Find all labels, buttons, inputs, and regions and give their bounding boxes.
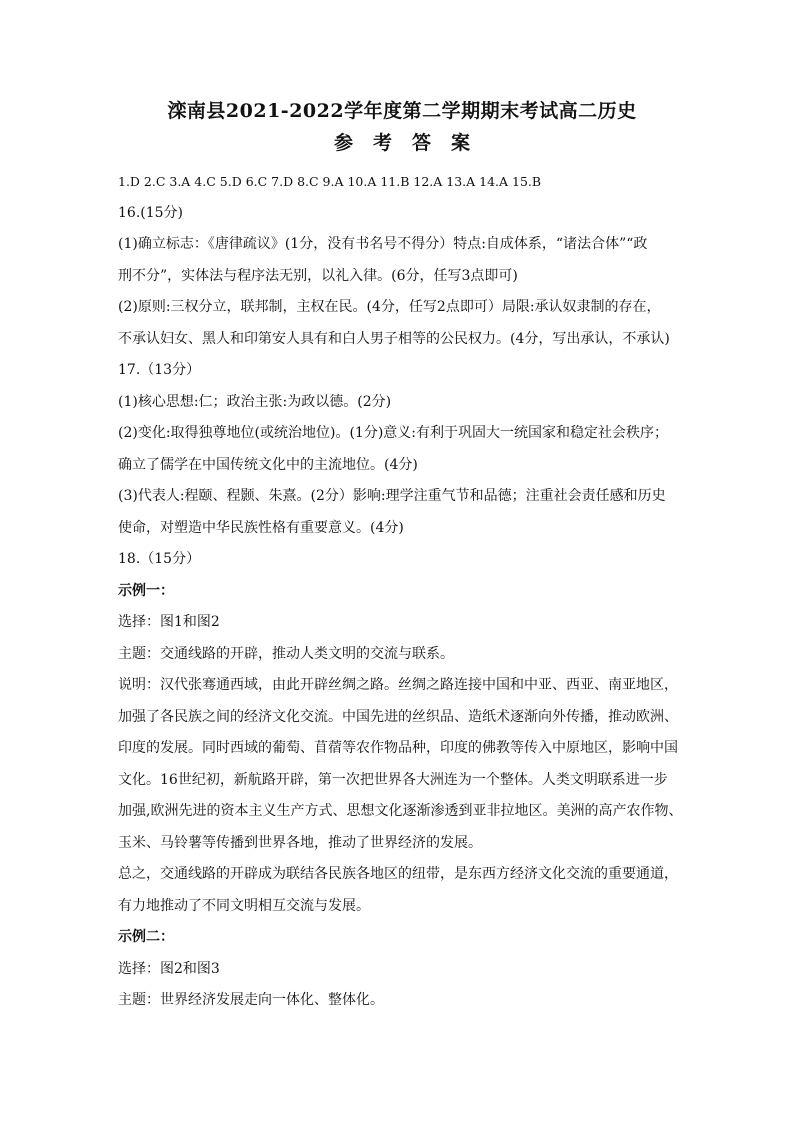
text-line: 选择：图1和图2: [118, 614, 220, 630]
text-line: 总之，交通线路的开辟成为联结各民族各地区的纽带，是东西方经济文化交流的重要通道，: [118, 866, 678, 882]
text-line: (3)代表人:程颐、程颢、朱熹。(2分）影响:理学注重气节和品德；注重社会责任感和历史: [118, 488, 666, 504]
text-line: 1.D 2.C 3.A 4.C 5.D 6.C 7.D 8.C 9.A 10.A 11.B 12.A 13.A 14.A 15.B: [118, 174, 542, 189]
text-line: 加强,欧洲先进的资本主义生产方式、思想文化逐渐渗透到亚非拉地区。美洲的高产农作物、: [118, 803, 683, 819]
text-line: 不承认妇女、黑人和印第安人具有和白人男子相等的公民权力。(4分，写出承认，不承认): [118, 330, 670, 347]
text-line: 使命，对塑造中华民族性格有重要意义。(4分): [118, 519, 404, 536]
document-body: [118, 166, 686, 1017]
text-line: 文化。16世纪初，新航路开辟，第一次把世界各大洲连为一个整体。人类文明联系进一步: [118, 771, 668, 788]
text-line: 16.(15分): [118, 204, 184, 221]
section-heading: 示例一：: [118, 582, 174, 599]
text-line: 18.（15分）: [118, 551, 201, 567]
text-line: (1)核心思想:仁；政治主张:为政以德。(2分): [118, 393, 392, 410]
text-line: (2)变化:取得独尊地位(或统治地位)。(1分)意义:有利于巩固大一统国家和稳定社会秩序；: [118, 425, 669, 441]
document-title: 滦南县2021-2022学年度第二学期期末考试高二历史: [167, 100, 637, 122]
text-line: 确立了儒学在中国传统文化中的主流地位。(4分): [118, 456, 418, 473]
text-line: 印度的发展。同时西域的葡萄、苜蓿等农作物品种，印度的佛教等传入中原地区，影响中国: [118, 740, 678, 756]
text-line: 主题：交通线路的开辟，推动人类文明的交流与联系。: [118, 645, 454, 662]
text-line: (1)确立标志：《唐律疏议》(1分，没有书名号不得分）特点:自成体系，“诸法合体”“政: [118, 236, 648, 252]
text-line: 17.（13分）: [118, 362, 201, 378]
text-line: 选择：图2和图3: [118, 960, 220, 977]
text-line: 玉米、马铃薯等传播到世界各地，推动了世界经济的发展。: [118, 834, 482, 851]
text-line: 刑不分”，实体法与程序法无别，以礼入律。(6分，任写3点即可): [118, 267, 518, 284]
text-line: 说明：汉代张骞通西域，由此开辟丝绸之路。丝绸之路连接中国和中亚、西亚、南亚地区，: [118, 677, 678, 693]
section-heading: 示例二：: [118, 929, 174, 945]
text-line: 有力地推动了不同文明相互交流与发展。: [118, 897, 370, 914]
text-line: (2)原则:三权分立，联邦制，主权在民。(4分，任写2点即可）局限:承认奴隶制的存在，: [118, 299, 661, 315]
text-line: 主题：世界经济发展走向一体化、整体化。: [118, 992, 384, 1008]
text-line: 加强了各民族之间的经济文化交流。中国先进的丝织品、造纸术逐渐向外传播，推动欧洲、: [118, 708, 678, 725]
document-subtitle: 参考答案: [333, 132, 490, 154]
